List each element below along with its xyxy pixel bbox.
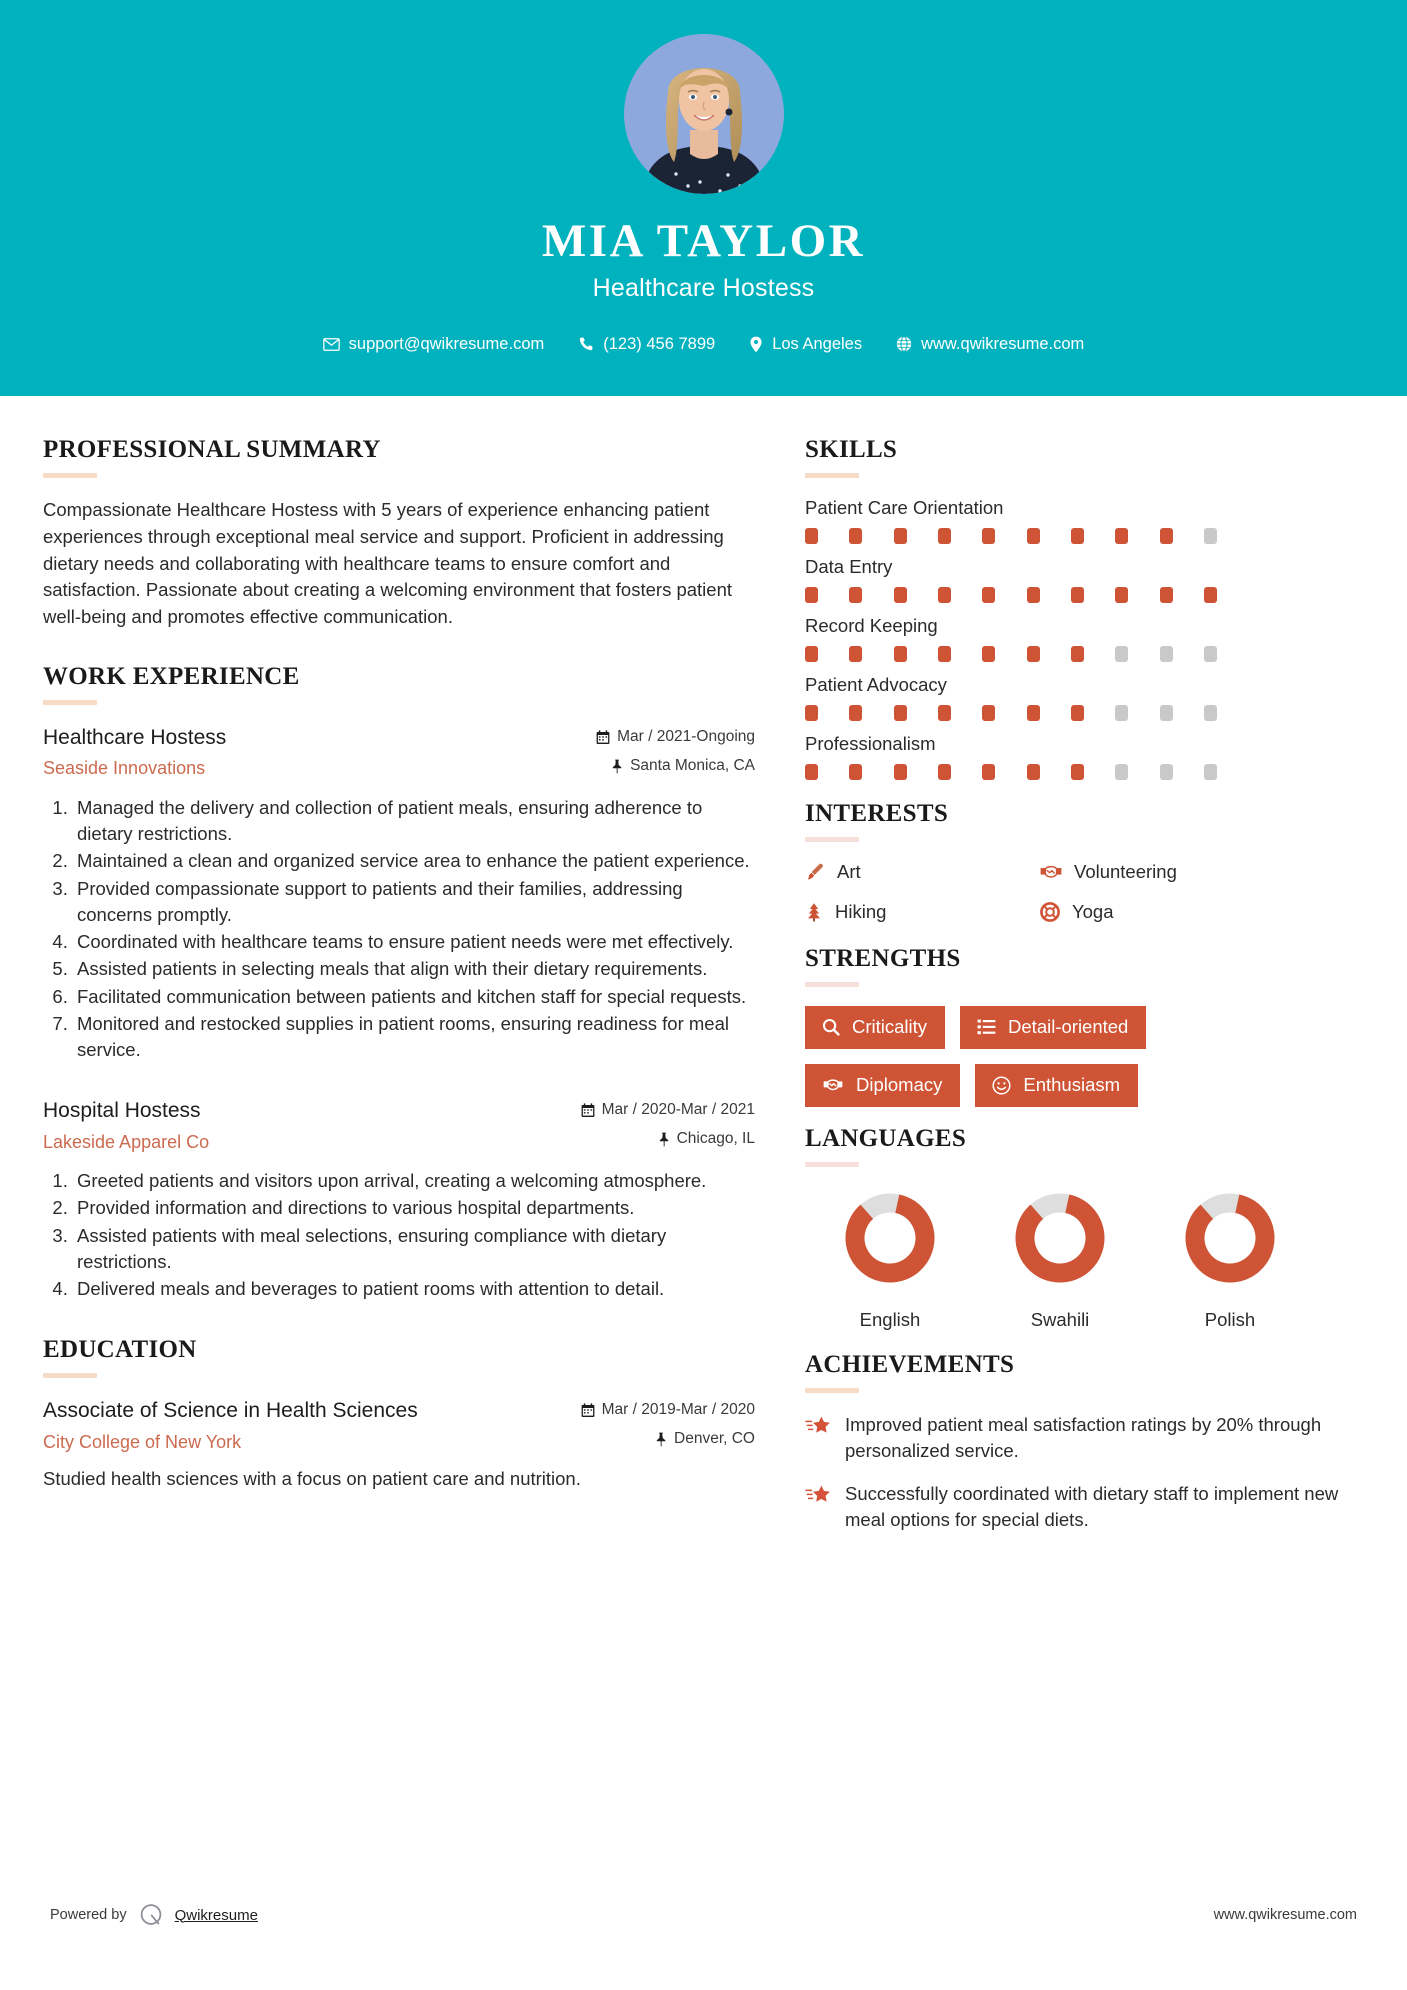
language-label: Polish [1204,1309,1256,1330]
skill-dot [1160,528,1173,544]
interest-label: Hiking [835,901,887,922]
skill-dot [849,587,862,603]
resume-body [0,396,1407,1549]
language-item-polish [1145,1186,1315,1331]
work-bullets [43,1168,755,1302]
skill-rating [805,705,1217,721]
strength-label: Enthusiasm [1023,1074,1121,1095]
education-location-text: Denver, CO [674,1430,755,1448]
skill-dot [1204,764,1217,780]
skill-dot [1204,705,1217,721]
skill-dot [1027,646,1040,662]
skill-dot [1160,646,1173,662]
work-bullets [43,795,755,1064]
paintbrush-icon [805,862,825,882]
envelope-icon [323,336,340,353]
globe-icon [896,336,912,352]
interest-item-volunteering [1040,861,1357,883]
education-dates-text: Mar / 2019-Mar / 2020 [601,1401,755,1419]
skill-dot [849,646,862,662]
language-label: English [859,1309,921,1330]
skill-dot [1071,528,1084,544]
work-dates-text: Mar / 2020-Mar / 2021 [601,1101,755,1119]
skill-dot [894,587,907,603]
skill-rating [805,646,1217,662]
calendar-icon [596,730,610,745]
right-column [800,396,1407,1549]
skill-dot [849,705,862,721]
achievement-text: Improved patient meal satisfaction ratings by 20% through personalized service. [845,1414,1322,1462]
contact-bar [306,335,1102,354]
section-strengths [805,945,1357,1107]
page-title: MIA TAYLOR [541,215,866,267]
skill-dot [1027,587,1040,603]
skill-item [805,556,1357,603]
avatar [624,34,784,194]
section-professional-summary [43,436,755,631]
section-rule [805,1388,859,1393]
smiley-icon [992,1076,1011,1095]
location-pin-icon [749,336,763,353]
skill-dot [894,646,907,662]
contact-location-text: Los Angeles [772,334,863,353]
calendar-icon [581,1103,595,1118]
list-item: 2. Provided information and directions to various hospital departments. [73,1195,755,1221]
skill-dot [894,528,907,544]
interest-item-yoga [1040,901,1357,923]
handshake-icon [822,1076,844,1094]
language-item-english [805,1186,975,1331]
handshake-icon [1040,862,1062,882]
list-item: 4. Delivered meals and beverages to patient rooms with attention to detail. [73,1276,755,1302]
skill-dot [1071,705,1084,721]
skill-name: Patient Advocacy [805,674,947,695]
section-title-languages: LANGUAGES [805,1125,967,1152]
skill-dot [1115,528,1128,544]
strength-chip-diplomacy [805,1064,960,1107]
job-title: Healthcare Hostess [592,273,815,302]
list-item: 6. Facilitated communication between patients and kitchen staff for special requests. [73,984,755,1010]
skill-rating [805,528,1217,544]
section-title-education: EDUCATION [43,1336,197,1364]
skill-dot [982,646,995,662]
contact-email[interactable] [306,335,562,354]
skill-dot [982,587,995,603]
section-rule [43,473,97,478]
work-location [596,757,755,775]
language-donut-chart [1178,1186,1282,1295]
phone-icon [578,336,594,352]
list-item: 7. Monitored and restocked supplies in patient rooms, ensuring readiness for meal service. [73,1011,755,1064]
section-title-interests: INTERESTS [805,800,949,827]
work-entry [43,724,755,1063]
contact-email-text: support@qwikresume.com [348,334,545,353]
work-company: Lakeside Apparel Co [43,1131,210,1152]
pushpin-icon [611,759,623,774]
skill-dot [938,764,951,780]
strength-label: Diplomacy [856,1074,943,1095]
skill-dot [938,587,951,603]
contact-phone[interactable] [561,335,732,354]
interest-label: Art [837,861,861,882]
pushpin-icon [658,1132,670,1147]
skill-dot [982,528,995,544]
left-column [0,396,800,1549]
resume-header [0,0,1407,396]
shooting-star-icon [805,1412,831,1437]
section-title-achievements: ACHIEVEMENTS [805,1351,1015,1378]
achievement-item [805,1481,1357,1534]
section-title-work: WORK EXPERIENCE [43,663,300,691]
skill-item [805,615,1357,662]
education-entry [43,1397,755,1493]
language-label: Swahili [1030,1309,1090,1330]
strength-label: Detail-oriented [1008,1016,1129,1037]
skill-dot [805,646,818,662]
skill-dot [849,528,862,544]
skill-dot [938,528,951,544]
contact-website-text: www.qwikresume.com [921,334,1085,353]
interest-label: Yoga [1072,901,1114,922]
skill-dot [1204,646,1217,662]
work-dates [596,728,755,746]
skill-dot [1071,764,1084,780]
skill-dot [1115,587,1128,603]
skill-dot [849,764,862,780]
contact-website[interactable] [879,335,1101,354]
footer-powered-by-label: Powered by [50,1907,127,1923]
skill-rating [805,587,1217,603]
skill-name: Patient Care Orientation [805,497,1004,518]
list-item: 3. Provided compassionate support to patients and their families, addressing concerns promptly. [73,876,755,929]
language-donut-chart [838,1186,942,1295]
education-dates [581,1401,755,1419]
education-location [581,1430,755,1448]
skill-dot [938,646,951,662]
interest-item-hiking [805,901,1040,923]
work-location-text: Santa Monica, CA [630,757,755,775]
skill-dot [805,764,818,780]
skill-dot [1204,528,1217,544]
section-rule [805,837,859,842]
skill-dot [805,705,818,721]
language-donut-chart [1008,1186,1112,1295]
education-degree: Associate of Science in Health Sciences [43,1399,418,1423]
work-location [581,1130,755,1148]
work-entry [43,1097,755,1302]
section-title-skills: SKILLS [805,436,898,463]
skill-dot [805,587,818,603]
achievement-item [805,1412,1357,1465]
contact-location[interactable] [732,335,879,354]
footer-url: www.qwikresume.com [1213,1907,1357,1923]
language-item-swahili [975,1186,1145,1331]
skill-dot [1027,705,1040,721]
skill-item [805,497,1357,544]
skill-dot [1027,528,1040,544]
strength-chip-enthusiasm [975,1064,1138,1107]
strength-chip-criticality [805,1006,945,1049]
skill-dot [1071,646,1084,662]
skill-dot [1071,587,1084,603]
skill-name: Professionalism [805,733,936,754]
work-dates-text: Mar / 2021-Ongoing [617,728,755,746]
achievement-text: Successfully coordinated with dietary staff to implement new meal options for special diets. [845,1482,1339,1530]
pushpin-icon [655,1432,667,1447]
skill-dot [1204,587,1217,603]
work-role: Healthcare Hostess [43,726,227,750]
skill-dot [1160,587,1173,603]
section-title-summary: PROFESSIONAL SUMMARY [43,436,381,463]
skill-dot [1115,646,1128,662]
section-skills [805,436,1357,780]
list-item: 3. Assisted patients with meal selections, ensuring compliance with dietary restrictions. [73,1223,755,1276]
list-item: 1. Managed the delivery and collection of patient meals, ensuring adherence to dietary restrictions. [73,795,755,848]
shooting-star-icon [805,1481,831,1506]
list-item: 4. Coordinated with healthcare teams to ensure patient needs were met effectively. [73,929,755,955]
skill-dot [938,705,951,721]
summary-text: Compassionate Healthcare Hostess with 5 years of experience enhancing patient experiences through exceptional meal service and support. Proficient in addressing dietary needs and collaborating with healthcare teams to ensure comfort and satisfaction. Passionate about creating a welcoming environment that fosters patient well-being and promotes effective communication. [43,499,732,628]
qwikresume-logo-icon [138,1902,164,1928]
work-location-text: Chicago, IL [676,1130,755,1148]
section-rule [805,982,859,987]
lifebuoy-icon [1040,902,1060,922]
strength-chip-detail-oriented [960,1006,1146,1049]
list-item: 1. Greeted patients and visitors upon arrival, creating a welcoming atmosphere. [73,1168,755,1194]
section-rule [43,700,97,705]
skill-rating [805,764,1217,780]
skill-dot [1115,764,1128,780]
education-school: City College of New York [43,1431,242,1452]
footer-brand-link[interactable]: Qwikresume [174,1906,258,1924]
education-description: Studied health sciences with a focus on patient care and nutrition. [43,1468,581,1490]
work-dates [581,1101,755,1119]
skill-item [805,733,1357,780]
list-icon [977,1018,996,1036]
section-rule [805,1162,859,1167]
section-languages [805,1125,1357,1331]
work-role: Hospital Hostess [43,1099,201,1123]
skill-dot [982,764,995,780]
section-rule [43,1373,97,1378]
section-achievements [805,1351,1357,1533]
skill-dot [805,528,818,544]
skill-dot [1027,764,1040,780]
pine-tree-icon [805,902,823,922]
section-education [43,1336,755,1493]
section-interests [805,800,1357,923]
skill-dot [1160,705,1173,721]
calendar-icon [581,1403,595,1418]
list-item: 5. Assisted patients in selecting meals that align with their dietary requirements. [73,956,755,982]
skill-dot [982,705,995,721]
magnifier-icon [822,1018,840,1036]
section-work-experience [43,663,755,1302]
work-company: Seaside Innovations [43,758,206,779]
skill-dot [894,764,907,780]
skill-name: Data Entry [805,556,893,577]
skill-name: Record Keeping [805,615,938,636]
skill-item [805,674,1357,721]
contact-phone-text: (123) 456 7899 [603,334,716,353]
skill-dot [894,705,907,721]
interest-label: Volunteering [1074,861,1177,882]
strength-label: Criticality [852,1016,928,1037]
section-title-strengths: STRENGTHS [805,945,961,972]
page-footer [0,1902,1407,1928]
list-item: 2. Maintained a clean and organized service area to enhance the patient experience. [73,848,755,874]
interest-item-art [805,861,1040,883]
section-rule [805,473,859,478]
skill-dot [1115,705,1128,721]
skill-dot [1160,764,1173,780]
